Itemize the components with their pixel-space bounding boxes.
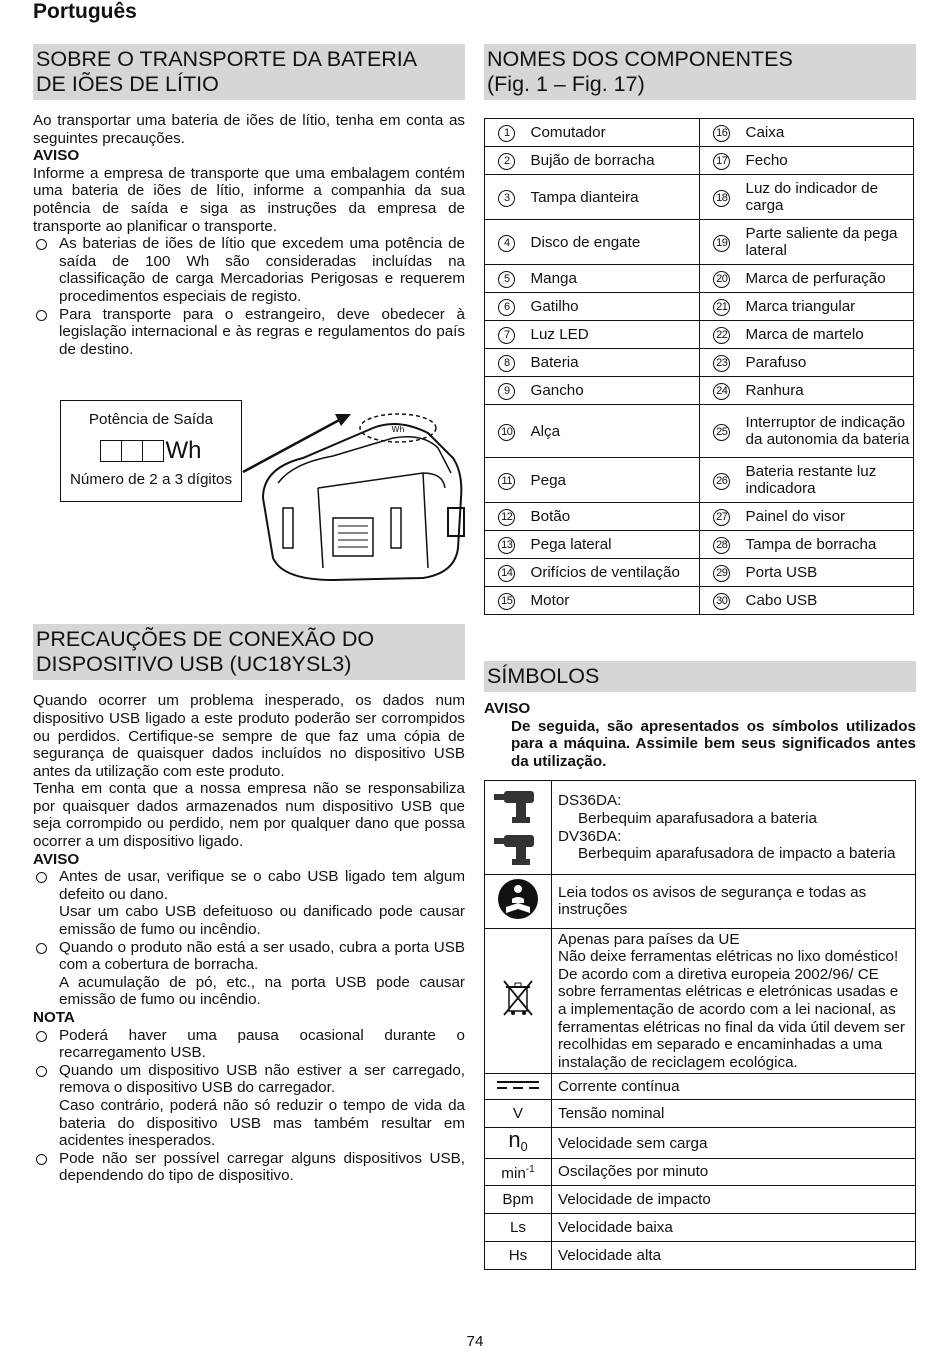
- component-number: [485, 220, 529, 265]
- drill-icon: [490, 783, 546, 867]
- component-number: [700, 503, 744, 531]
- usb-nota-bullet-1: [33, 1027, 465, 1062]
- component-name: Marca de martelo: [744, 321, 914, 349]
- usb-nota-bullet-2: [33, 1062, 465, 1150]
- symbol-text: Bpm: [502, 1190, 534, 1208]
- component-number: [485, 293, 529, 321]
- component-name: Botão: [529, 503, 700, 531]
- component-row: [485, 265, 914, 293]
- battery-wh-marking: Wh: [391, 425, 405, 435]
- left-column: [33, 44, 465, 1185]
- symbol-row: [485, 1241, 916, 1269]
- component-name: Porta USB: [744, 559, 914, 587]
- components-section-title: [484, 44, 916, 100]
- component-number: [700, 220, 744, 265]
- usb-nota-label: NOTA: [33, 1009, 75, 1026]
- component-row: [485, 321, 914, 349]
- symbol-glyph: [485, 1213, 552, 1241]
- component-name: Comutador: [529, 119, 700, 147]
- component-name: Pega lateral: [529, 531, 700, 559]
- symbol-text: Hs: [508, 1246, 528, 1264]
- symbols-title: SÍMBOLOS: [487, 664, 600, 688]
- component-name: Marca de perfuração: [744, 265, 914, 293]
- drill-model-2: DV36DA:: [558, 827, 622, 845]
- component-row: [485, 559, 914, 587]
- symbol-description: Velocidade alta: [552, 1241, 916, 1269]
- digit-box: [142, 440, 164, 462]
- component-number: [485, 349, 529, 377]
- component-name: Marca triangular: [744, 293, 914, 321]
- symbols-section-title: [484, 661, 916, 692]
- component-name: Luz LED: [529, 321, 700, 349]
- component-name: Bateria restante luz indicadora: [744, 458, 914, 503]
- component-name: Bateria: [529, 349, 700, 377]
- component-number: [700, 377, 744, 405]
- symbol-description: Velocidade baixa: [552, 1213, 916, 1241]
- wh-unit: Wh: [165, 437, 202, 465]
- component-number: [700, 559, 744, 587]
- circled-number: 12: [498, 509, 515, 526]
- symbol-description: Velocidade sem carga: [552, 1128, 916, 1159]
- symbol-row: [485, 1128, 916, 1159]
- component-name: Parte saliente da pega lateral: [744, 220, 914, 265]
- symbol-row: [485, 1100, 916, 1128]
- circled-number: 16: [713, 125, 730, 142]
- symbol-glyph: [485, 1159, 552, 1186]
- usb-aviso-1b-text: Usar um cabo USB defeituoso ou danificado pode causar emissão de fumo ou incêndio.: [59, 903, 465, 939]
- symbol-row-manual: [485, 874, 916, 928]
- transport-bullet-2-text: Para transporte para o estrangeiro, deve obedecer à legislação internacional e às regras e regulamentos do país de destino.: [59, 305, 465, 358]
- circled-number: 8: [498, 355, 515, 372]
- usb-nota-bullet-3: [33, 1150, 465, 1185]
- component-row: [485, 503, 914, 531]
- component-number: [485, 587, 529, 615]
- usb-section-title: [33, 624, 465, 680]
- drill-desc-2: Berbequim aparafusadora de impacto a bateria: [578, 845, 896, 863]
- right-column: [484, 44, 916, 1270]
- component-row: [485, 220, 914, 265]
- circled-number: 14: [498, 565, 515, 582]
- circled-number: 10: [498, 424, 515, 441]
- transport-aviso-label: AVISO: [33, 147, 80, 165]
- component-number: [485, 405, 529, 458]
- symbols-aviso-label: AVISO: [484, 700, 531, 717]
- symbol-glyph: [485, 1241, 552, 1269]
- component-name: Cabo USB: [744, 587, 914, 615]
- symbol-glyph: [485, 1074, 552, 1100]
- circled-number: 4: [498, 235, 515, 252]
- symbol-row: [485, 1074, 916, 1100]
- component-number: [700, 321, 744, 349]
- circled-number: 20: [713, 271, 730, 288]
- components-table: [484, 118, 914, 615]
- circled-number: 17: [713, 153, 730, 170]
- component-row: [485, 405, 914, 458]
- transport-aviso-text: Informe a empresa de transporte que uma embalagem contém uma bateria de iões de lítio, informe a companhia da sua potência de saída e siga as instruções da empresa de transporte ao planificar o transporte.: [33, 164, 465, 235]
- read-manual-icon: [496, 877, 540, 921]
- circled-number: 5: [498, 271, 515, 288]
- symbol-subscript: 0: [520, 1139, 528, 1154]
- component-name: Parafuso: [744, 349, 914, 377]
- usb-nota-1-text: Poderá haver uma pausa ocasional durante o recarregamento USB.: [59, 1026, 465, 1062]
- component-number: [485, 147, 529, 175]
- usb-title-line1: PRECAUÇÕES DE CONEXÃO DO: [36, 627, 375, 652]
- symbols-intro: De seguida, são apresentados os símbolos utilizados para a máquina. Assimile bem seus significados antes da utilização.: [511, 717, 916, 770]
- component-row: [485, 119, 914, 147]
- circled-number: 15: [498, 593, 515, 610]
- transport-intro: Ao transportar uma bateria de iões de lítio, tenha em conta as seguintes precauções.: [33, 112, 465, 147]
- component-name: Tampa de borracha: [744, 531, 914, 559]
- component-number: [485, 119, 529, 147]
- component-name: Manga: [529, 265, 700, 293]
- component-number: [700, 405, 744, 458]
- battery-figure: [33, 388, 465, 618]
- component-row: [485, 587, 914, 615]
- component-number: [485, 503, 529, 531]
- digit-box: [121, 440, 143, 462]
- circled-number: 30: [713, 593, 730, 610]
- circled-number: 26: [713, 473, 730, 490]
- symbol-text: Ls: [509, 1218, 527, 1236]
- circled-number: 23: [713, 355, 730, 372]
- symbol-row: [485, 1159, 916, 1186]
- usb-aviso-1-text: Antes de usar, verifique se o cabo USB ligado tem algum defeito ou dano.: [59, 868, 465, 903]
- usb-paragraph-2: Tenha em conta que a nossa empresa não se responsabiliza por quaisquer dados armazenados num dispositivo USB que seja corrompido ou perdido, nem por qualquer dano que possa ocorrer a um dispositivo ligado.: [33, 780, 465, 851]
- transport-bullet-1-text: As baterias de iões de lítio que excedem uma potência de saída de 100 Wh são consideradas incluídas na classificação de carga Mercadorias Perigosas e requerem procedimentos especiais de registo.: [59, 235, 465, 305]
- usb-nota-3-text: Pode não ser possível carregar alguns dispositivos USB, dependendo do tipo de dispositivo.: [59, 1149, 465, 1185]
- component-name: Gatilho: [529, 293, 700, 321]
- component-number: [485, 175, 529, 220]
- component-name: Bujão de borracha: [529, 147, 700, 175]
- component-name: Disco de engate: [529, 220, 700, 265]
- circled-number: 6: [498, 299, 515, 316]
- language-heading: Português: [33, 0, 137, 23]
- symbol-glyph: [485, 1100, 552, 1128]
- output-power-label: Potência de Saída: [88, 411, 214, 429]
- symbol-text: V: [512, 1105, 524, 1123]
- circled-number: 18: [713, 190, 730, 207]
- wh-digit-boxes: [61, 437, 241, 465]
- usb-paragraph-1: Quando ocorrer um problema inesperado, os dados num dispositivo USB ligado a este produto poderão ser corrompidos ou perdidos. Certifique-se sempre de que faz uma cópia de segurança de quaisquer dados incluídos no dispositivo USB antes da utilização com este produto.: [33, 692, 465, 780]
- circled-number: 11: [498, 473, 515, 490]
- component-number: [485, 458, 529, 503]
- circled-number: 28: [713, 537, 730, 554]
- circled-number: 13: [498, 537, 515, 554]
- component-name: Interruptor de indicação da autonomia da bateria: [744, 405, 914, 458]
- component-number: [700, 147, 744, 175]
- component-number: [485, 321, 529, 349]
- battery-illustration: [223, 388, 473, 588]
- symbol-text: n: [508, 1126, 521, 1152]
- symbol-description: Velocidade de impacto: [552, 1185, 916, 1213]
- drill-desc-1: Berbequim aparafusadora a bateria: [578, 810, 817, 828]
- component-name: Fecho: [744, 147, 914, 175]
- symbol-row-weee: [485, 928, 916, 1074]
- symbol-row: [485, 1185, 916, 1213]
- component-number: [700, 293, 744, 321]
- component-row: [485, 293, 914, 321]
- manual-description: Leia todos os avisos de segurança e todas as instruções: [552, 874, 916, 928]
- usb-nota-2b-text: Caso contrário, poderá não só reduzir o tempo de vida da bateria do dispositivo USB mas também resultar em acidentes inesperados.: [59, 1096, 465, 1150]
- page-number: 74: [466, 1333, 484, 1350]
- component-number: [485, 531, 529, 559]
- circled-number: 22: [713, 327, 730, 344]
- component-row: [485, 175, 914, 220]
- component-number: [700, 531, 744, 559]
- component-name: Ranhura: [744, 377, 914, 405]
- weee-bin-icon: [500, 977, 536, 1021]
- component-number: [700, 119, 744, 147]
- circled-number: 27: [713, 509, 730, 526]
- symbol-description: Corrente contínua: [552, 1074, 916, 1100]
- component-name: Motor: [529, 587, 700, 615]
- usb-aviso-bullet-2: [33, 939, 465, 1009]
- component-number: [485, 377, 529, 405]
- digits-caption: Número de 2 a 3 dígitos: [69, 470, 233, 488]
- transport-bullet-1: [33, 235, 465, 305]
- symbol-description: Tensão nominal: [552, 1100, 916, 1128]
- transport-section-title: [33, 44, 465, 100]
- circled-number: 29: [713, 565, 730, 582]
- drill-model-1: DS36DA:: [558, 792, 622, 810]
- circled-number: 9: [498, 383, 515, 400]
- circled-number: 19: [713, 235, 730, 252]
- drill-description: [552, 781, 916, 875]
- circled-number: 21: [713, 299, 730, 316]
- circled-number: 3: [498, 190, 515, 207]
- component-number: [700, 458, 744, 503]
- component-number: [485, 265, 529, 293]
- component-name: Alça: [529, 405, 700, 458]
- weee-description: Apenas para países da UE Não deixe ferramentas elétricas no lixo doméstico! De acordo com a diretiva europeia 2002/96/ CE sobre ferramentas elétricas e eletrónicas usadas e a implementação de acordo com a lei nacional, as ferramentas elétricas no final da vida útil devem ser recolhidas em separado e encaminhadas a uma instalação de reciclagem ecológica.: [552, 928, 916, 1074]
- component-row: [485, 147, 914, 175]
- component-name: Painel do visor: [744, 503, 914, 531]
- symbol-glyph: [485, 1128, 552, 1159]
- dc-current-icon: [495, 1079, 541, 1091]
- component-number: [700, 349, 744, 377]
- symbol-glyph: [485, 1185, 552, 1213]
- transport-title-line1: SOBRE O TRANSPORTE DA BATERIA: [36, 47, 418, 71]
- component-name: Luz do indicador de carga: [744, 175, 914, 220]
- usb-aviso-label: AVISO: [33, 850, 80, 868]
- components-title-line2: (Fig. 1 – Fig. 17): [487, 72, 645, 96]
- pointer-arrow-line: [243, 418, 343, 472]
- symbol-row-drill: [485, 781, 916, 875]
- component-name: Gancho: [529, 377, 700, 405]
- circled-number: 2: [498, 153, 515, 170]
- circled-number: 1: [498, 125, 515, 142]
- symbols-table: [484, 780, 916, 1270]
- component-number: [700, 587, 744, 615]
- symbol-superscript: -1: [525, 1164, 535, 1176]
- component-row: [485, 458, 914, 503]
- transport-title-line2: DE IÕES DE LÍTIO: [36, 72, 219, 96]
- usb-aviso-2-text: Quando o produto não está a ser usado, cubra a porta USB com a cobertura de borracha.: [59, 938, 465, 974]
- component-name: Caixa: [744, 119, 914, 147]
- output-power-label-box: [60, 400, 242, 502]
- circled-number: 7: [498, 327, 515, 344]
- component-name: Tampa dianteira: [529, 175, 700, 220]
- symbol-description: Oscilações por minuto: [552, 1159, 916, 1186]
- usb-title-line2: DISPOSITIVO USB (UC18YSL3): [36, 652, 352, 677]
- transport-bullet-2: [33, 306, 465, 359]
- component-name: Orifícios de ventilação: [529, 559, 700, 587]
- component-number: [700, 265, 744, 293]
- components-title-line1: NOMES DOS COMPONENTES: [487, 47, 793, 71]
- usb-aviso-bullet-1: [33, 868, 465, 938]
- component-row: [485, 349, 914, 377]
- component-name: Pega: [529, 458, 700, 503]
- usb-nota-2-text: Quando um dispositivo USB não estiver a ser carregado, remova o dispositivo USB do carregador.: [59, 1061, 465, 1097]
- circled-number: 25: [713, 424, 730, 441]
- usb-aviso-2b-text: A acumulação de pó, etc., na porta USB pode causar emissão de fumo ou incêndio.: [59, 973, 465, 1009]
- component-number: [485, 559, 529, 587]
- digit-box: [100, 440, 122, 462]
- symbol-text: min: [501, 1165, 526, 1183]
- component-row: [485, 377, 914, 405]
- symbol-row: [485, 1213, 916, 1241]
- component-row: [485, 531, 914, 559]
- circled-number: 24: [713, 383, 730, 400]
- drill-icons: [485, 781, 552, 875]
- component-number: [700, 175, 744, 220]
